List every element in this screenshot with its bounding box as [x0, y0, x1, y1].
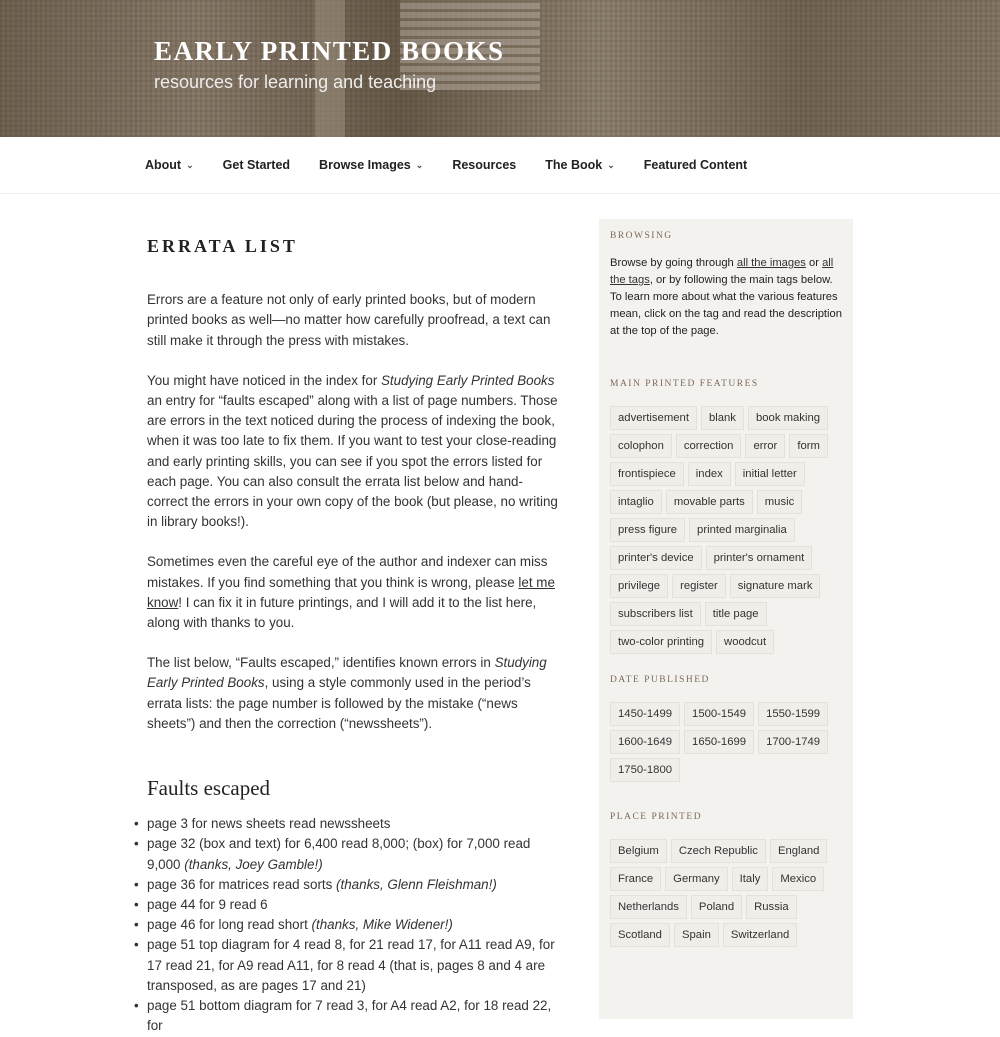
tag-link[interactable]: press figure [610, 518, 685, 542]
tag-link[interactable]: 1600-1649 [610, 730, 680, 754]
tag-link[interactable]: advertisement [610, 406, 697, 430]
text: an entry for “faults escaped” along with a list of page numbers. Those are errors in the text noticed during the process of indexing the book, when it was too late to fix them. If you want to test your close-reading and early printing skills, you can see if you spot the errors listed for each page. You can also consult the errata list below and hand-correct the errors in your own copy of the book (but please, no writing in library books!). [147, 393, 558, 530]
chevron-down-icon: ⌄ [186, 159, 194, 170]
fault-item [147, 915, 559, 935]
all-tags-link[interactable]: all the tags [610, 257, 834, 286]
nav-item[interactable] [145, 158, 194, 172]
nav-item[interactable] [644, 158, 747, 172]
fault-thanks: (thanks, Mike Widener!) [311, 917, 453, 933]
tag-link[interactable]: intaglio [610, 490, 662, 514]
header-overlay [0, 0, 1000, 137]
text: Browse by going through [610, 257, 737, 269]
dates-tag-cloud [610, 702, 842, 782]
contact-link[interactable]: let me know [147, 574, 555, 610]
page-title: ERRATA LIST [147, 236, 298, 256]
tag-link[interactable]: index [688, 462, 731, 486]
fault-item [147, 834, 559, 874]
features-tag-cloud [610, 406, 842, 654]
fault-thanks: (thanks, Glenn Fleishman!) [336, 876, 497, 892]
tag-link[interactable]: Spain [674, 923, 719, 947]
tag-link[interactable]: 1750-1800 [610, 758, 680, 782]
nav-label: Featured Content [643, 158, 748, 172]
fault-item [147, 875, 559, 895]
fault-item [147, 895, 559, 915]
main-content [147, 236, 559, 1037]
text: The list below, “Faults escaped,” identifies known errors in [147, 655, 495, 671]
tag-link[interactable]: Russia [746, 895, 797, 919]
tag-link[interactable]: two-color printing [610, 630, 712, 654]
nav-item[interactable] [452, 158, 516, 172]
text: or [805, 257, 823, 269]
widget-title: DATE PUBLISHED [610, 675, 710, 685]
fault-text: page 51 top diagram for 4 read 8, for 21 read 17, for A11 read A9, for 17 read 21, for A9 read A11, for 8 read 4 (that is, pages 8 and 4 are transposed, as are pages 17 and 21) [147, 937, 555, 993]
tag-link[interactable]: woodcut [716, 630, 774, 654]
tag-link[interactable]: error [745, 434, 785, 458]
tag-link[interactable]: Belgium [610, 839, 667, 863]
nav-item[interactable] [223, 158, 290, 172]
tag-link[interactable]: Czech Republic [671, 839, 766, 863]
tag-link[interactable]: Italy [732, 867, 769, 891]
nav-label: About [145, 158, 182, 172]
tag-link[interactable]: book making [748, 406, 828, 430]
nav-item[interactable] [319, 158, 423, 172]
fault-thanks: (thanks, Joey Gamble!) [184, 856, 323, 872]
paragraph [147, 653, 559, 734]
tag-link[interactable]: printer's device [610, 546, 702, 570]
site-description: resources for learning and teaching [154, 72, 437, 92]
tag-link[interactable]: initial letter [735, 462, 805, 486]
tag-link[interactable]: 1550-1599 [758, 702, 828, 726]
tag-link[interactable]: form [789, 434, 828, 458]
sidebar [599, 219, 853, 1019]
fault-text: page 44 for 9 read 6 [147, 897, 268, 913]
tag-link[interactable]: printed marginalia [689, 518, 795, 542]
tag-link[interactable]: 1700-1749 [758, 730, 828, 754]
widget-title: BROWSING [610, 231, 673, 241]
tag-link[interactable]: register [672, 574, 726, 598]
tag-link[interactable]: blank [701, 406, 744, 430]
tag-link[interactable]: 1450-1499 [610, 702, 680, 726]
tag-link[interactable]: colophon [610, 434, 672, 458]
book-title: Studying Early Printed Books [147, 655, 547, 691]
tag-link[interactable]: Poland [691, 895, 742, 919]
text: , using a style commonly used in the period’s errata lists: the page number is followed by the mistake (“news sheets”) and then the correction (“newssheets”). [147, 675, 531, 731]
fault-text: page 36 for matrices read sorts [147, 876, 337, 892]
fault-item [147, 996, 559, 1036]
fault-text: page 32 (box and text) for 6,400 read 8,000; (box) for 7,000 read 9,000 [147, 836, 531, 872]
tag-link[interactable]: Switzerland [723, 923, 797, 947]
fault-text: page 51 bottom diagram for 7 read 3, for A4 read A2, for 18 read 22, for [147, 998, 552, 1034]
fault-text: page 46 for long read short [147, 917, 312, 933]
tag-link[interactable]: England [770, 839, 827, 863]
tag-link[interactable]: Germany [665, 867, 727, 891]
tag-link[interactable]: 1500-1549 [684, 702, 754, 726]
nav-label: Browse Images [319, 158, 411, 172]
nav-label: Get Started [222, 158, 291, 172]
places-tag-cloud [610, 839, 842, 947]
nav-label: Resources [452, 158, 517, 172]
tag-link[interactable]: printer's ornament [706, 546, 813, 570]
faults-list [147, 814, 559, 1036]
all-images-link[interactable]: all the images [736, 257, 806, 269]
book-title: Studying Early Printed Books [381, 372, 555, 388]
tag-link[interactable]: movable parts [666, 490, 753, 514]
paragraph [147, 552, 559, 633]
site-title[interactable]: EARLY PRINTED BOOKS [154, 36, 505, 66]
browsing-text [610, 255, 842, 340]
tag-link[interactable]: Netherlands [610, 895, 687, 919]
fault-item [147, 935, 559, 996]
nav-item[interactable] [545, 158, 615, 172]
text: , or by following the main tags below. To learn more about what the various features mean, click on the tag and read the description at the top of the page. [610, 274, 842, 337]
tag-link[interactable]: 1650-1699 [684, 730, 754, 754]
text: ! I can fix it in future printings, and I will add it to the list here, along with thanks to you. [147, 594, 537, 631]
widget-title: PLACE PRINTED [610, 812, 703, 822]
tag-link[interactable]: title page [705, 602, 767, 626]
tag-link[interactable]: subscribers list [610, 602, 701, 626]
section-heading: Faults escaped [147, 776, 271, 801]
tag-link[interactable]: music [757, 490, 803, 514]
nav-label: The Book [545, 158, 603, 172]
fault-text: page 3 for news sheets read newssheets [147, 816, 391, 832]
tag-link[interactable]: Mexico [772, 867, 824, 891]
paragraph: Errors are a feature not only of early printed books, but of modern printed books as well—no matter how carefully proofread, a text can still make it through the press with mistakes. [147, 292, 551, 348]
text: Sometimes even the careful eye of the author and indexer can miss mistakes. If you find something that you think is wrong, please [147, 554, 548, 590]
chevron-down-icon: ⌄ [415, 159, 424, 170]
text: You might have noticed in the index for [147, 372, 381, 388]
header-image [0, 0, 1000, 137]
widget-title: MAIN PRINTED FEATURES [610, 379, 759, 389]
tag-link[interactable]: correction [676, 434, 742, 458]
tag-link[interactable]: privilege [610, 574, 668, 598]
fault-item [147, 814, 559, 834]
main-navigation [0, 137, 1000, 194]
tag-link[interactable]: France [610, 867, 661, 891]
tag-link[interactable]: frontispiece [610, 462, 684, 486]
paragraph [147, 371, 559, 533]
chevron-down-icon: ⌄ [607, 159, 615, 170]
tag-link[interactable]: Scotland [610, 923, 670, 947]
tag-link[interactable]: signature mark [730, 574, 821, 598]
